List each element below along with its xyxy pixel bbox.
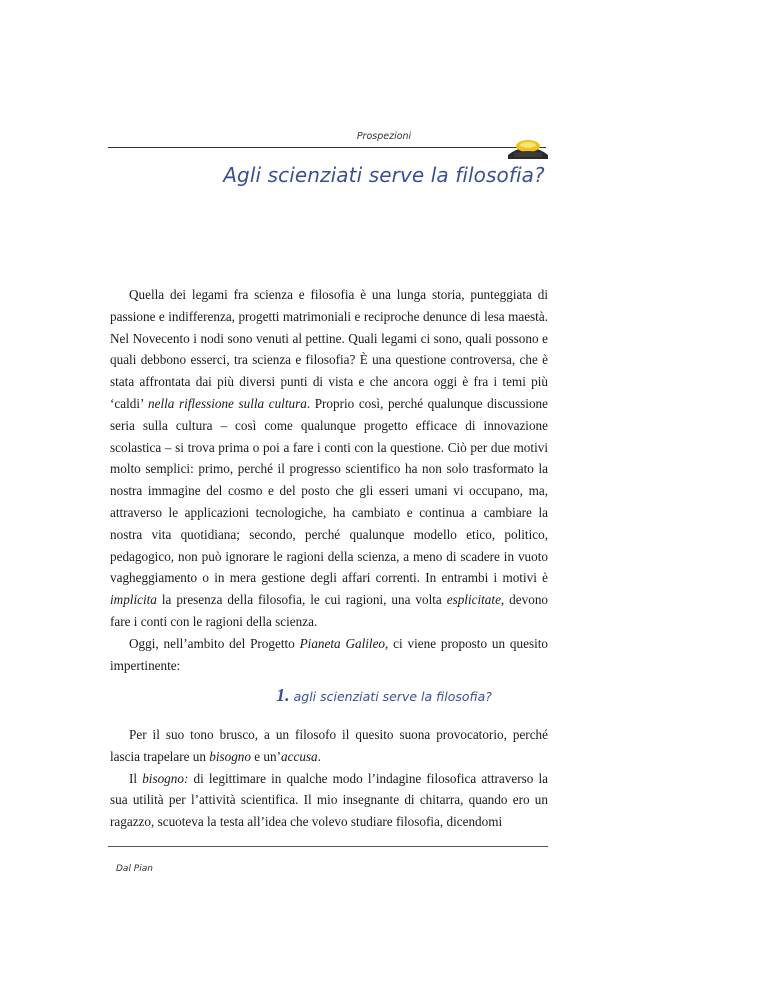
- footer-author: Dal Pian: [116, 864, 153, 874]
- paragraph: Per il suo tono brusco, a un filosofo il quesito suona provocatorio, perché lascia trapelare un bisogno e un’accusa.: [110, 727, 548, 764]
- article-title: Agli scienziati serve la filosofia?: [223, 163, 545, 187]
- sun-logo-icon: [508, 133, 548, 159]
- paragraph: Quella dei legami fra scienza e filosofia è una lunga storia, punteggiata di passione e indifferenza, progetti matrimoniali e reciproche denunce di lesa maestà. Nel Novecento i nodi sono venuti al pettine. Quali legami ci sono, quali possono e quali debbono esserci, tra scienza e filosofia? È una questione controversa, che è stata affrontata dai più diversi punti di vista e che ancora oggi è fra i temi più ‘caldi’ nella riflessione sulla cultura. Proprio così, perché qualunque discussione seria sulla cultura – così come qualunque progetto efficace di innovazione scolastica – si trova prima o poi a fare i conti con la questione. Ciò per due motivi molto semplici: primo, perché il progresso scientifico ha non solo trasformato la nostra immagine del cosmo e del posto che gli esseri umani vi occupano, ma, attraverso le applicazioni tecnologiche, ha cambiato e continua a cambiare la nostra vita quotidiana; secondo, perché qualunque modello etico, politico, pedagogico, non può ignorare le ragioni della scienza, a meno di scadere in vuoto vagheggiamento o in mera gestione degli affari correnti. In entrambi i motivi è implicita la presenza della filosofia, le cui ragioni, una volta esplicitate, devono fare i conti con le ragioni della scienza.: [110, 287, 549, 629]
- section-text: [110, 724, 548, 833]
- intro-text: [110, 284, 548, 676]
- section-number: 1.: [276, 685, 290, 705]
- running-head: Prospezioni: [356, 131, 412, 142]
- footer-rule: [108, 846, 548, 847]
- paragraph: Oggi, nell’ambito del Progetto Pianeta Galileo, ci viene proposto un quesito impertinente:: [110, 635, 549, 673]
- section-heading: [0, 685, 768, 706]
- header-rule: [108, 147, 546, 148]
- section-title: agli scienziati serve la filosofia?: [293, 689, 492, 704]
- paragraph: Il bisogno: di legittimare in qualche modo l’indagine filosofica attraverso la sua utilità per l’attività scientifica. Il mio insegnante di chitarra, quando ero un ragazzo, scuoteva la testa all’idea che volevo studiare filosofia, dicendomi: [110, 770, 548, 830]
